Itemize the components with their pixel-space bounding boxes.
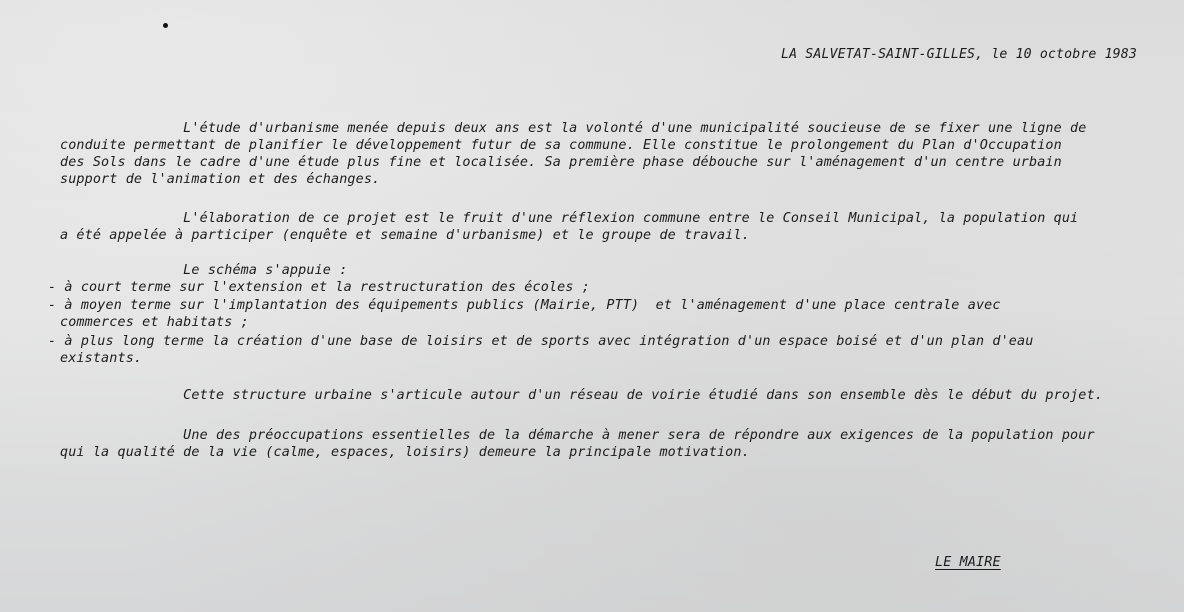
paragraph-1-line-2: conduite permettant de planifier le développement futur de sa commune. Elle constitue le prolongement du Plan d'Occupation — [60, 138, 1062, 153]
signature-label: LE MAIRE — [935, 555, 1001, 570]
list-item-medium-term-cont: commerces et habitats ; — [60, 315, 249, 330]
paragraph-4-line-1: Cette structure urbaine s'articule autour d'un réseau de voirie étudié dans son ensemble dès le début du projet. — [60, 388, 1103, 403]
date-line: LA SALVETAT-SAINT-GILLES, le 10 octobre 1983 — [781, 47, 1137, 62]
list-item-long-term: - à plus long terme la création d'une base de loisirs et de sports avec intégration d'un espace boisé et d'un plan d'eau — [48, 334, 1034, 349]
list-item-medium-term: - à moyen terme sur l'implantation des équipements publics (Mairie, PTT) et l'aménagement d'une place centrale avec — [48, 298, 1001, 313]
paragraph-2-line-2: a été appelée à participer (enquête et semaine d'urbanisme) et le groupe de travail. — [60, 228, 750, 243]
list-item-short-term: - à court terme sur l'extension et la restructuration des écoles ; — [48, 280, 590, 295]
paragraph-2-line-1: L'élaboration de ce projet est le fruit d'une réflexion commune entre le Conseil Municipal, la population qui — [60, 211, 1079, 226]
ink-dot — [163, 23, 168, 28]
paragraph-1-line-3: des Sols dans le cadre d'une étude plus fine et localisée. Sa première phase débouche sur l'aménagement d'un centre urbain — [60, 155, 1062, 170]
paragraph-5-line-2: qui la qualité de la vie (calme, espaces, loisirs) demeure la principale motivation. — [60, 445, 750, 460]
paragraph-5-line-1: Une des préoccupations essentielles de la démarche à mener sera de répondre aux exigences de la population pour — [60, 428, 1095, 443]
list-item-long-term-cont: existants. — [60, 351, 143, 366]
paragraph-1-line-4: support de l'animation et des échanges. — [60, 172, 381, 187]
paragraph-1-line-1: L'étude d'urbanisme menée depuis deux ans est la volonté d'une municipalité soucieuse de se fixer une ligne de — [60, 121, 1087, 136]
paragraph-3-intro: Le schéma s'appuie : — [60, 263, 348, 278]
